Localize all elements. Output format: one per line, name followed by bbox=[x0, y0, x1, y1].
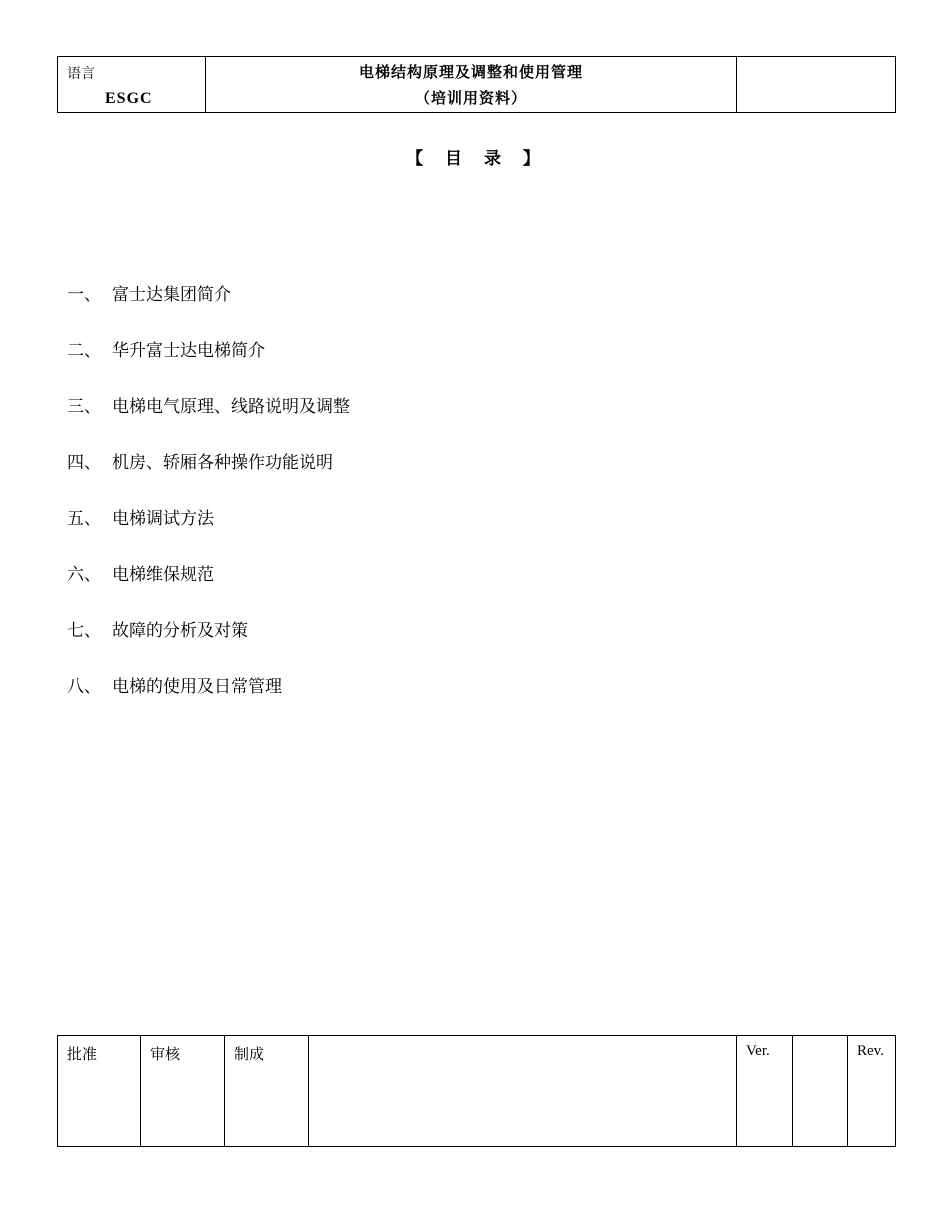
toc-item-label: 电梯电气原理、线路说明及调整 bbox=[112, 397, 350, 417]
prepared-cell bbox=[225, 1036, 309, 1147]
document-title-line1: 电梯结构原理及调整和使用管理 bbox=[358, 62, 583, 81]
ver-cell bbox=[737, 1036, 793, 1147]
toc-item-number: 七、 bbox=[67, 621, 101, 641]
toc-item bbox=[67, 675, 350, 731]
approve-label: 批准 bbox=[67, 1045, 98, 1063]
toc-item bbox=[67, 507, 350, 563]
toc-item-label: 电梯的使用及日常管理 bbox=[112, 677, 282, 697]
rev-cell bbox=[848, 1036, 896, 1147]
review-cell bbox=[141, 1036, 225, 1147]
toc-item bbox=[67, 451, 350, 507]
toc-item-number: 五、 bbox=[67, 509, 101, 529]
toc-item bbox=[67, 619, 350, 675]
language-cell bbox=[58, 57, 206, 113]
toc-item-label: 富士达集团简介 bbox=[112, 285, 231, 305]
toc-item-number: 八、 bbox=[67, 677, 101, 697]
toc-item-label: 电梯维保规范 bbox=[112, 565, 214, 585]
prepared-label: 制成 bbox=[234, 1045, 265, 1063]
document-title bbox=[206, 57, 737, 113]
table-of-contents bbox=[67, 283, 350, 731]
toc-item-number: 三、 bbox=[67, 397, 101, 417]
toc-item-number: 二、 bbox=[67, 341, 101, 361]
toc-item-label: 机房、轿厢各种操作功能说明 bbox=[112, 453, 333, 473]
approve-cell bbox=[58, 1036, 141, 1147]
toc-item bbox=[67, 395, 350, 451]
approval-footer-table bbox=[57, 1035, 896, 1147]
toc-item bbox=[67, 563, 350, 619]
toc-item bbox=[67, 339, 350, 395]
footer-blank-cell bbox=[309, 1036, 737, 1147]
language-label: 语言 bbox=[67, 66, 95, 82]
toc-item-label: 故障的分析及对策 bbox=[112, 621, 248, 641]
language-code: ESGC bbox=[105, 90, 153, 107]
ver-label: Ver. bbox=[746, 1043, 770, 1059]
document-header-table bbox=[57, 56, 896, 113]
toc-item bbox=[67, 283, 350, 339]
ver-value-cell bbox=[793, 1036, 848, 1147]
rev-label: Rev. bbox=[857, 1043, 884, 1059]
toc-item-label: 电梯调试方法 bbox=[112, 509, 214, 529]
review-label: 审核 bbox=[150, 1045, 181, 1063]
header-right-cell bbox=[737, 57, 896, 113]
toc-heading: 【 目 录 】 bbox=[406, 149, 544, 169]
toc-item-number: 一、 bbox=[67, 285, 101, 305]
toc-item-label: 华升富士达电梯简介 bbox=[112, 341, 265, 361]
toc-item-number: 六、 bbox=[67, 565, 101, 585]
document-title-line2: （培训用资料） bbox=[414, 88, 527, 107]
toc-item-number: 四、 bbox=[67, 453, 101, 473]
